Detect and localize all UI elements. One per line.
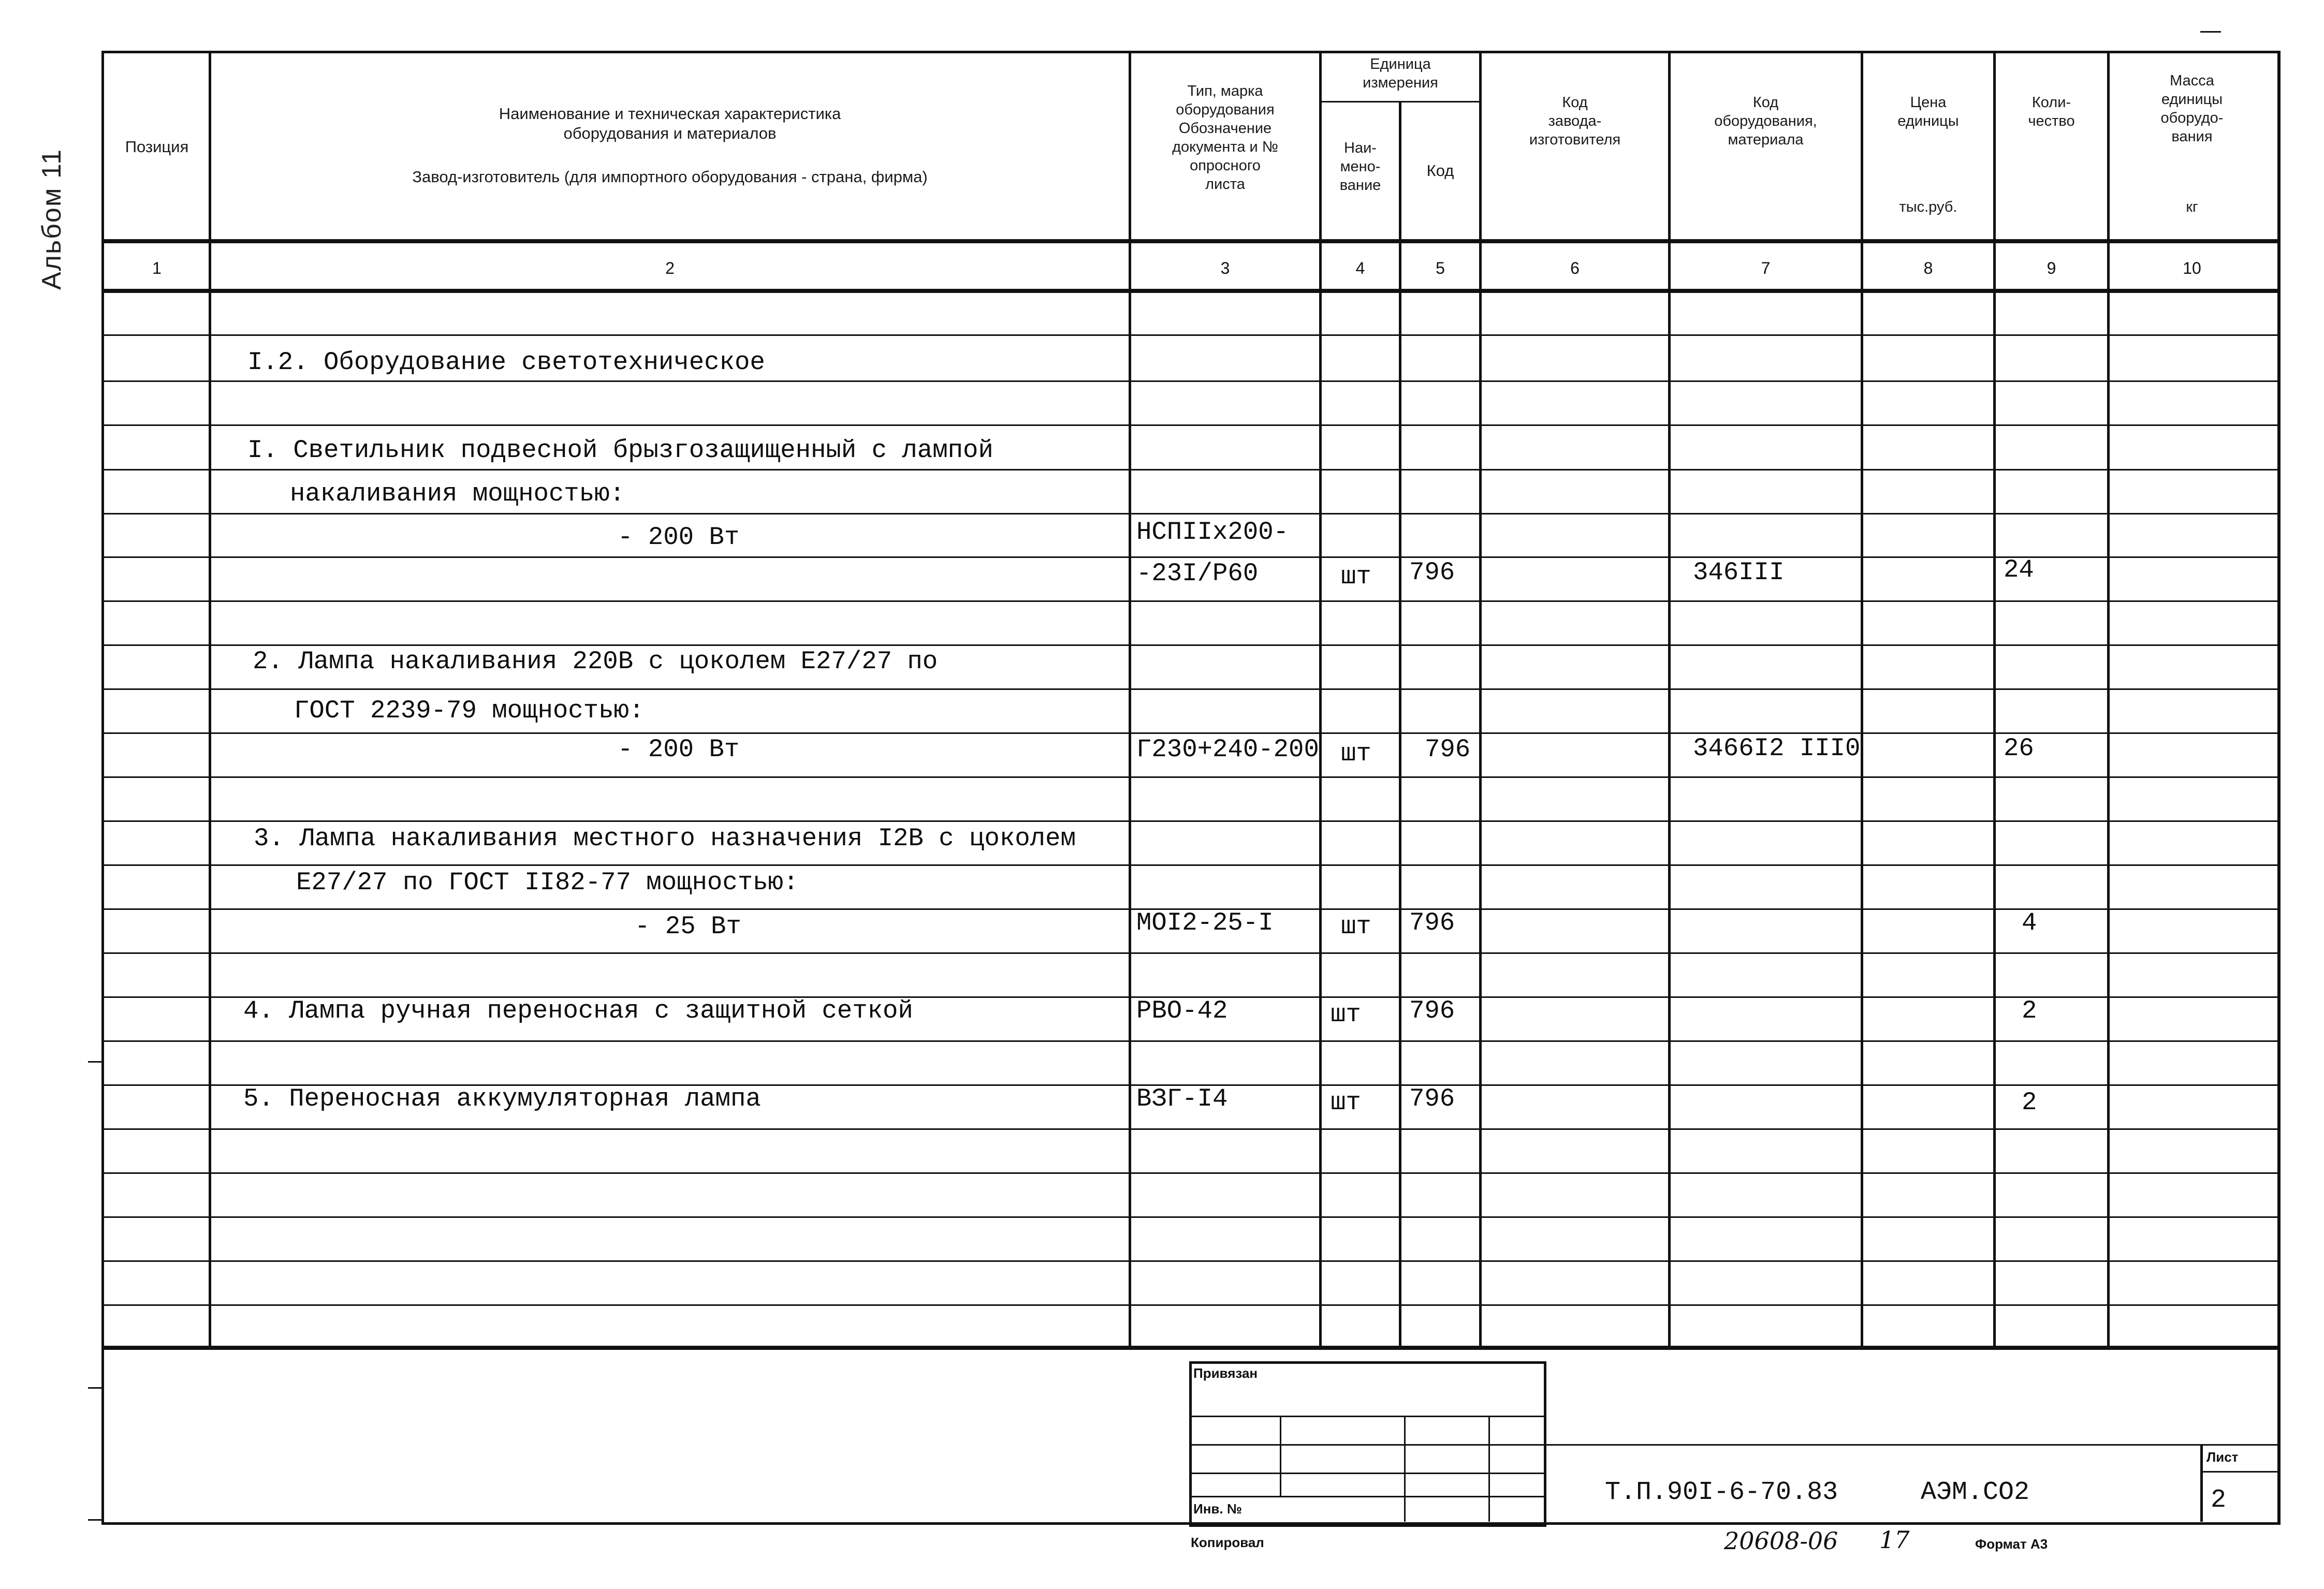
colnum-2: 2 (665, 259, 675, 277)
row-line (101, 380, 2278, 382)
header-unit-line2: измерения (1363, 75, 1438, 91)
item-1-code: 796 (1409, 558, 1455, 587)
section-title: I.2. Оборудование светотехническое (247, 348, 765, 377)
item-2-name-line2: ГОСТ 2239-79 мощностью: (294, 696, 645, 725)
colnum-3: 3 (1220, 259, 1230, 277)
edge-tick (88, 1519, 104, 1521)
header-factory-code-line3: изготовителя (1529, 131, 1621, 148)
item-2-type: Г230+240-200 (1136, 735, 1319, 764)
item-3-unit: шт (1341, 912, 1371, 941)
row-line (101, 1040, 2278, 1042)
col-divider-1 (209, 51, 211, 1349)
header-type-line5: опросного (1190, 157, 1261, 174)
document-suffix: АЭМ.СО2 (1921, 1478, 2030, 1507)
item-3-code: 796 (1409, 908, 1455, 937)
stamp-line (1189, 1444, 1544, 1446)
item-1-type-line2: -23I/Р60 (1136, 559, 1259, 588)
inventory-number-label: Инв. № (1193, 1501, 1242, 1517)
col-divider-4 (1399, 101, 1401, 1349)
album-side-label: Альбом 11 (37, 149, 67, 290)
row-line (101, 1260, 2278, 1262)
header-type-line1: Тип, марка (1187, 83, 1263, 99)
row-line (101, 424, 2278, 426)
header-name-line1: Наименование и техническая характеристика (499, 105, 841, 123)
edge-tick (88, 1061, 104, 1063)
col-divider-3 (1319, 51, 1322, 1349)
header-bottom-line (101, 239, 2278, 243)
row-line (101, 732, 2278, 734)
stamp-line (1189, 1496, 1544, 1497)
item-1-equipment-code: 346III (1693, 558, 1785, 587)
item-1-unit: шт (1341, 562, 1371, 591)
colnum-10: 10 (2183, 259, 2201, 277)
colnum-8: 8 (1923, 259, 1933, 277)
item-2-equipment-code: 3466I2 III0 (1693, 734, 1861, 763)
table-bottom-line (101, 1346, 2278, 1350)
item-1-quantity: 24 (2004, 555, 2034, 584)
col-divider-8 (1993, 51, 1996, 1349)
item-4-quantity: 2 (2022, 996, 2037, 1025)
item-1-power: - 200 Вт (618, 523, 740, 552)
edge-tick (2200, 31, 2221, 33)
header-unit-code: Код (1426, 161, 1454, 180)
header-unit-line1: Единица (1370, 56, 1431, 72)
title-block-top (1541, 1444, 2278, 1446)
header-type-line3: Обозначение (1178, 120, 1272, 137)
archive-number: 20608-06 (1724, 1527, 1838, 1555)
item-4-name: 4. Лампа ручная переносная с защитной сеткой (243, 996, 913, 1025)
header-mass-line4: вания (2171, 128, 2213, 145)
header-mass-line1: Масса (2170, 72, 2214, 89)
header-manufacturer: Завод-изготовитель (для импортного оборудования - страна, фирма) (412, 168, 928, 186)
header-mass-line3: оборудо- (2160, 110, 2224, 126)
col-divider-9 (2107, 51, 2110, 1349)
stamp-divider (1280, 1416, 1281, 1496)
stamp-divider (1488, 1416, 1490, 1522)
row-line (101, 952, 2278, 954)
unit-group-divider (1319, 101, 1482, 102)
row-line (101, 513, 2278, 514)
page-number: 17 (1879, 1526, 1910, 1554)
row-line (101, 644, 2278, 646)
header-mass-line2: единицы (2161, 91, 2223, 108)
header-mass-unit: кг (2186, 199, 2198, 215)
header-factory-code-line1: Код (1562, 94, 1588, 111)
sheet-label: Лист (2206, 1449, 2239, 1465)
header-name-line2: оборудования и материалов (563, 124, 777, 142)
header-equipment-code-line1: Код (1752, 94, 1779, 111)
row-line (101, 820, 2278, 822)
header-price-line2: единицы (1897, 113, 1959, 129)
format-label: Формат А3 (1975, 1536, 2048, 1552)
item-4-type: РВО-42 (1136, 996, 1228, 1025)
header-type-line4: документа и № (1172, 139, 1278, 155)
item-3-name-line1: 3. Лампа накаливания местного назначения I2В с цоколем (254, 824, 1076, 853)
item-2-quantity: 26 (2004, 734, 2034, 763)
header-price-unit: тыс.руб. (1899, 199, 1957, 215)
colnum-9: 9 (2047, 259, 2056, 277)
item-1-type-line1: НСПIIх200- (1136, 518, 1289, 547)
colnum-bottom-line (101, 289, 2278, 293)
item-3-power: - 25 Вт (635, 912, 741, 941)
row-line (101, 1128, 2278, 1130)
row-line (101, 776, 2278, 778)
header-position: Позиция (125, 138, 189, 156)
sheet-number: 2 (2211, 1485, 2227, 1515)
colnum-1: 1 (152, 259, 162, 277)
item-2-power: - 200 Вт (618, 735, 740, 764)
item-2-unit: шт (1341, 739, 1371, 768)
document-code: Т.П.90I-6-70.83 (1605, 1478, 1838, 1507)
item-5-name: 5. Переносная аккумуляторная лампа (243, 1084, 761, 1113)
colnum-5: 5 (1436, 259, 1445, 277)
item-3-quantity: 4 (2022, 908, 2037, 937)
row-line (101, 334, 2278, 336)
item-3-name-line2: Е27/27 по ГОСТ II82-77 мощностью: (296, 868, 799, 897)
copied-label: Копировал (1191, 1535, 1264, 1550)
colnum-6: 6 (1570, 259, 1580, 277)
header-unit-name-line1: Наи- (1344, 140, 1377, 156)
col-divider-2 (1129, 51, 1131, 1349)
sheet-number-divider (2200, 1444, 2203, 1522)
item-3-type: МОI2-25-I (1136, 908, 1274, 937)
row-line (101, 864, 2278, 866)
header-quantity-line1: Коли- (2031, 94, 2071, 111)
colnum-7: 7 (1761, 259, 1771, 277)
row-line (101, 1216, 2278, 1218)
sheet-label-line (2200, 1471, 2278, 1473)
header-type-line6: листа (1205, 176, 1245, 193)
row-line (101, 1172, 2278, 1174)
item-4-unit: шт (1331, 1000, 1361, 1029)
header-price-line1: Цена (1910, 94, 1947, 111)
col-divider-5 (1479, 51, 1482, 1349)
item-1-name-line1: I. Светильник подвесной брызгозащищенный с лампой (247, 436, 993, 465)
row-line (101, 688, 2278, 690)
header-unit-name-line2: мено- (1340, 158, 1381, 175)
row-line (101, 556, 2278, 558)
row-line (101, 600, 2278, 602)
col-divider-7 (1861, 51, 1863, 1349)
colnum-4: 4 (1355, 259, 1365, 277)
stamp-divider (1404, 1416, 1406, 1522)
item-2-name-line1: 2. Лампа накаливания 220В с цоколем Е27/27 по (253, 647, 938, 676)
col-divider-6 (1668, 51, 1671, 1349)
row-line (101, 1304, 2278, 1306)
item-5-code: 796 (1409, 1084, 1455, 1113)
header-factory-code-line2: завода- (1548, 113, 1602, 129)
item-1-name-line2: накаливания мощностью: (290, 479, 625, 508)
item-2-code: 796 (1425, 735, 1471, 764)
header-equipment-code-line3: материала (1728, 131, 1804, 148)
binding-label: Привязан (1193, 1365, 1258, 1381)
header-unit-name-line3: вание (1339, 177, 1381, 194)
item-5-quantity: 2 (2022, 1088, 2037, 1117)
row-line (101, 469, 2278, 470)
item-4-code: 796 (1409, 996, 1455, 1025)
item-5-type: ВЗГ-I4 (1136, 1084, 1228, 1113)
header-type-line2: оборудования (1176, 101, 1275, 118)
item-5-unit: шт (1331, 1088, 1361, 1117)
header-quantity-line2: чество (2028, 113, 2075, 129)
edge-tick (88, 1387, 104, 1389)
header-equipment-code-line2: оборудования, (1714, 113, 1817, 129)
stamp-line (1189, 1416, 1544, 1417)
stamp-line (1189, 1473, 1544, 1474)
